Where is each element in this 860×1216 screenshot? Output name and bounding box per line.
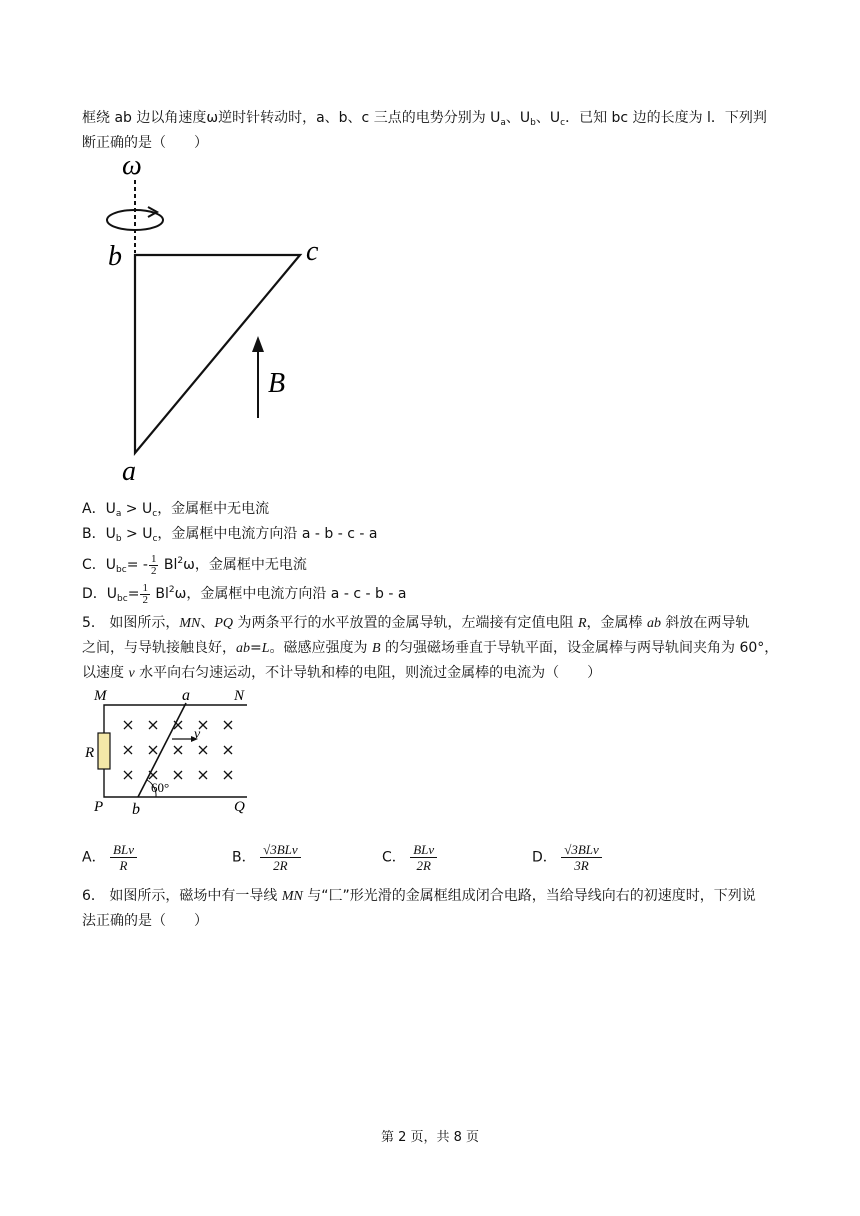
label-N: N bbox=[234, 688, 245, 704]
q4-stem-line2: 断正确的是（ ） bbox=[82, 135, 208, 151]
label-M: M bbox=[94, 688, 107, 704]
magnetic-field-crosses bbox=[124, 721, 232, 779]
page-footer: 第 2 页，共 8 页 bbox=[380, 1130, 480, 1145]
q5-option-a: A． $\frac{\text{BLv}}{R}$ bbox=[82, 842, 137, 873]
q4-option-b: B．$U_b > U_c$，金属框中电流方向沿 a - b - c - a bbox=[82, 526, 378, 544]
resistor bbox=[98, 733, 110, 769]
q5-rail-circuit-diagram bbox=[82, 686, 272, 820]
label-B: B bbox=[268, 368, 286, 399]
q6-stem-line1: 6． 如图所示，磁场中有一导线 MN 与“匚”形光滑的金属框组成闭合电路，当给导线向右的初速度时，下列说 bbox=[82, 888, 756, 904]
label-b: b bbox=[132, 801, 140, 818]
label-Q: Q bbox=[234, 799, 245, 815]
label-omega: ω bbox=[122, 150, 142, 181]
q4-rotating-frame-diagram bbox=[90, 150, 350, 490]
triangle-frame bbox=[135, 255, 300, 453]
q4-option-c: C．$U_{bc}=$ - $\frac{1}{2}$ Bl$^2$ω，金属框中无电流 bbox=[82, 552, 307, 577]
label-c: c bbox=[306, 236, 319, 267]
q5-option-b: B． $\frac{\text{√3BLv}}{2R}$ bbox=[232, 842, 301, 873]
q5-stem-line3: 以速度 v 水平向右匀速运动，不计导轨和棒的电阻，则流过金属棒的电流为（ ） bbox=[82, 665, 602, 681]
fraction: $\frac{\text{BLv}}{2R}$ bbox=[410, 842, 437, 873]
fraction: $\frac{\text{BLv}}{R}$ bbox=[110, 842, 137, 873]
label-b: b bbox=[108, 241, 122, 272]
label-P: P bbox=[94, 799, 104, 815]
q4-option-d: D．$U_{bc}=$ $\frac{1}{2}$ Bl$^2$ω，金属框中电流方向沿 a - c - b - a bbox=[82, 581, 407, 606]
label-a: a bbox=[122, 456, 136, 487]
rail-circuit bbox=[104, 705, 247, 797]
fraction: $\frac{\text{√3BLv}}{2R}$ bbox=[260, 842, 301, 873]
field-arrowhead bbox=[252, 336, 264, 352]
q5-option-d: D． $\frac{\text{√3BLv}}{3R}$ bbox=[532, 842, 602, 873]
q5-stem-line1: 5． 如图所示，MN、PQ 为两条平行的水平放置的金属导轨，左端接有定值电阻 R，金属棒 ab 斜放在两导轨 bbox=[82, 615, 750, 631]
label-angle: 60° bbox=[151, 780, 170, 795]
fraction: $\frac{1}{2}$ bbox=[142, 581, 148, 606]
q6-stem-line2: 法正确的是（ ） bbox=[82, 913, 208, 929]
q4-stem-line1: 框绕 ab 边以角速度ω逆时针转动时，a、b、c 三点的电势分别为 $U_a$、$U_b$、$U_c$．已知 bc 边的长度为 l．下列判 bbox=[82, 110, 767, 128]
fraction: $\frac{\text{√3BLv}}{3R}$ bbox=[561, 842, 602, 873]
label-R: R bbox=[85, 745, 95, 761]
q5-option-c: C． $\frac{\text{BLv}}{2R}$ bbox=[382, 842, 437, 873]
label-v: v bbox=[194, 727, 201, 742]
fraction: $\frac{1}{2}$ bbox=[150, 552, 157, 577]
q4-option-a: A．$U_a > U_c$，金属框中无电流 bbox=[82, 501, 270, 519]
q5-stem-line2: 之间，与导轨接触良好，ab=L。磁感应强度为 B 的匀强磁场垂直于导轨平面，设金属棒与两导轨间夹角为 60°， bbox=[82, 640, 779, 656]
label-a: a bbox=[182, 687, 190, 704]
